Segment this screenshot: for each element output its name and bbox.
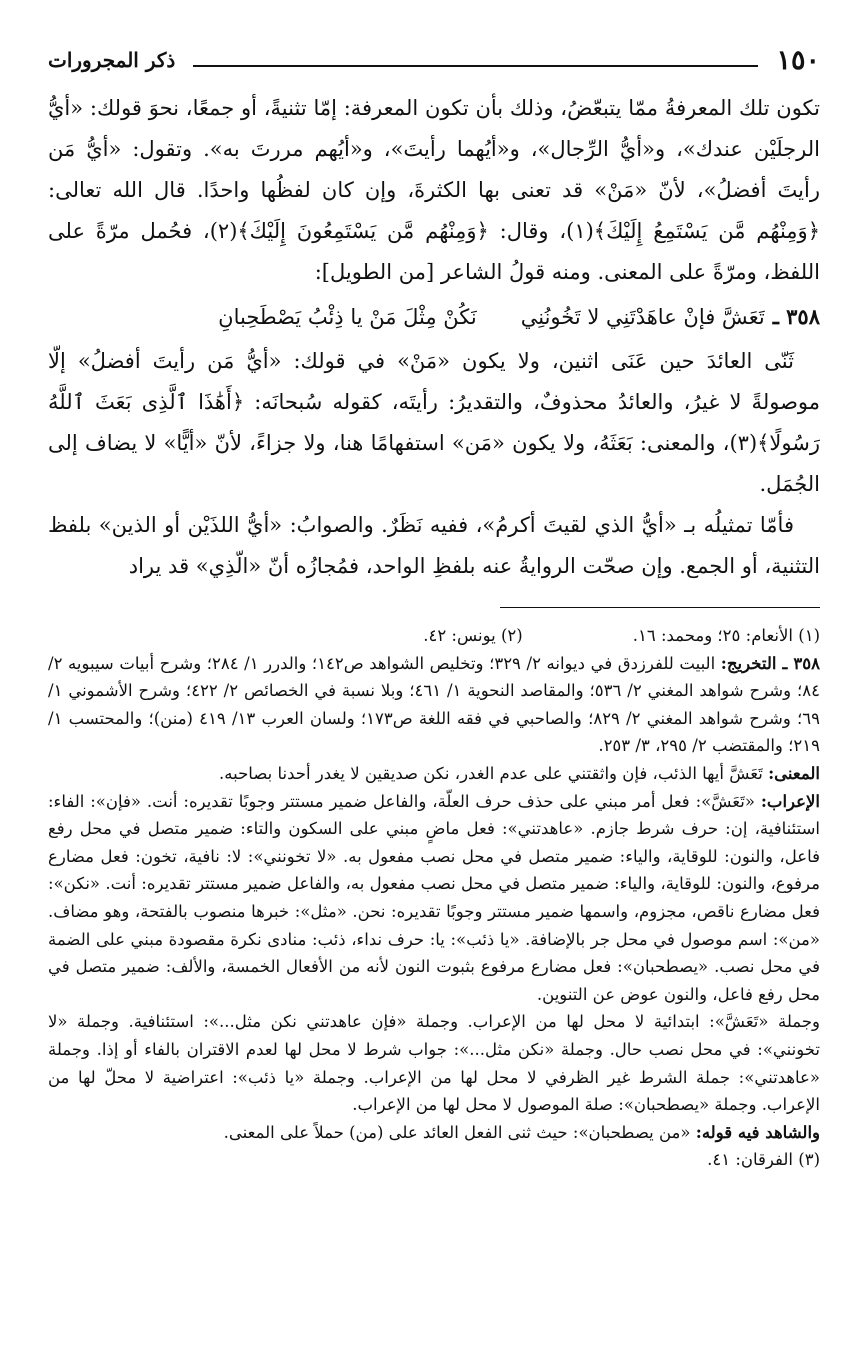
footnote-3: (٣) الفرقان: ٤١. bbox=[707, 1150, 820, 1170]
chapter-title: ذكر المجرورات bbox=[48, 48, 176, 72]
paragraph: فأمّا تمثيلُه بـ «أيُّ الذي لقيتَ أكرمُ»، ففيه نَظَرٌ. والصوابُ: «أيُّ اللذَيْن أو الذين» بلفظ التثنية، أو الجمع. وإن صحّت الروايةُ عنه بلفظِ الواحد، فمُجازُه أنّ «الّذِي» قد يراد bbox=[48, 513, 820, 578]
footnote-irab bbox=[48, 788, 820, 1009]
shahid-text: «من يصطحبان»: حيث ثنى الفعل العائد على (من) حملاً على المعنى. bbox=[223, 1122, 691, 1142]
footnote-separator bbox=[500, 607, 820, 608]
meaning-text: تَعَشَّ أيها الذئب، فإن واثقتني على عدم الغدر، نكن صديقين لا يغدر أحدنا بصاحبه. bbox=[219, 763, 763, 783]
footnote-meaning bbox=[48, 760, 820, 788]
main-text bbox=[48, 88, 820, 587]
page-header bbox=[48, 40, 820, 80]
page-number: ١٥٠ bbox=[776, 44, 820, 76]
footnote-shahid bbox=[48, 1119, 820, 1147]
footnotes bbox=[48, 622, 820, 1174]
header-rule bbox=[193, 65, 758, 67]
verse-second-hemistich: نَكُنْ مِثْلَ مَنْ يا ذِئْبُ يَصْطَحِبانِ bbox=[218, 305, 477, 329]
footnote-1: (١) الأنعام: ٢٥؛ ومحمد: ١٦. bbox=[632, 626, 820, 645]
meaning-label: المعنى: bbox=[768, 763, 820, 783]
paragraph: ثَنّى العائدَ حين عَنَى اثنين، ولا يكون «مَنْ» في قولك: «أيُّ مَن رأيتَ أفضلُ» إلّا موصولةً لا غيرُ، والعائدُ محذوفٌ، والتقديرُ: رأيتَه، كقوله سُبحانَه: ﴿أَهَٰذَا ٱلَّذِى بَعَثَ ٱللَّهُ رَسُولًا﴾(٣)، والمعنى: بَعَثَهُ، ولا يكون «مَن» استفهامًا هنا، ولا جزاءً، لأنّ «أيًّا» لا يضاف إلى الجُمَل. bbox=[48, 349, 820, 496]
footnote-2: (٢) يونس: ٤٢. bbox=[423, 626, 523, 645]
footnote-row bbox=[48, 622, 820, 650]
verse-first-hemistich: تَعَشَّ فإنْ عاهَدْتَنِي لا تَخُونُنِي bbox=[520, 305, 765, 329]
takhrij-label: ٣٥٨ ـ التخريج: bbox=[720, 653, 820, 673]
footnote-jumal: وجملة «تَعَشَّ»: ابتدائية لا محل لها من الإعراب. وجملة «فإن عاهدتني نكن مثل...»: استئنافية. وجملة «لا تخونني»: في محل نصب حال. وجملة «نكن مثل...»: جواب شرط لا محل لها لعدم الاقتران بالفاء أو إذا. وجملة «عاهدتني»: جملة الشرط غير الظرفي لا محل لها من الإعراب. وجملة «يا ذئب»: اعتراضية لا محلّ لها من الإعراب. وجملة «يصطحبان»: صلة الموصول لا محل لها من الإعراب. bbox=[48, 1012, 821, 1115]
shahid-label: والشاهد فيه قوله: bbox=[695, 1122, 820, 1142]
verse-number: ٣٥٨ ـ bbox=[772, 304, 820, 329]
irab-text: «تَعَشَّ»: فعل أمر مبني على حذف حرف العلّة، والفاعل ضمير مستتر وجوبًا تقديره: أنت. «فإن»: الفاء: استئنافية، إن: حرف شرط جازم. «عاهدتني»: فعل ماضٍ مبني على السكون والتاء: ضمير متصل في محل رفع فاعل، والنون: للوقاية، والياء: ضمير متصل في محل نصب مفعول به. «لا تخونني»: لا: نافية، تخون: فعل مضارع مرفوع، والنون: للوقاية، والياء: ضمير متصل في محل نصب مفعول به، والفاعل ضمير مستتر تقديره: أنت. «نكن»: فعل مضارع ناقص، مجزوم، واسمها ضمير مستتر وجوبًا تقديره: نحن. «مثل»: خبرها منصوب بالفتحة، وهو مضاف. «من»: اسم موصول في محل جر بالإضافة. «يا ذئب»: يا: حرف نداء، ذئب: منادى نكرة مقصودة مبني على الضمة في محل نصب. «يصطحبان»: فعل مضارع مرفوع بثبوت النون لأنه من الأفعال الخمسة، والألف: ضمير متصل في محل رفع فاعل، والنون عوض عن التنوين. bbox=[48, 791, 820, 1004]
footnote-takhrij bbox=[48, 650, 820, 760]
paragraph: تكون تلك المعرفةُ ممّا يتبعّضُ، وذلك بأن تكون المعرفة: إمّا تثنيةً، أو جمعًا، نحوَ قولك: «أيُّ الرجلَيْن عندك»، و«أيُّ الرِّجال»، و«أيُهما رأيتَ»، و«أيُهم مررتَ به». وتقول: «أيُّ مَن رأيتَ أفضلُ»، لأنّ «مَنْ» قد تعنى بها الكثرةَ، وإن كان لفظُها واحدًا. قال الله تعالى: ﴿وَمِنْهُم مَّن يَسْتَمِعُ إِلَيْكَ﴾(١)، وقال: ﴿وَمِنْهُم مَّن يَسْتَمِعُونَ إِلَيْكَ﴾(٢)، فحُمل مرّةً على اللفظ، ومرّةً على المعنى. ومنه قولُ الشاعر [من الطويل]: bbox=[48, 96, 820, 284]
poem-verse bbox=[48, 295, 820, 339]
takhrij-text: البيت للفرزدق في ديوانه ٢/ ٣٢٩؛ وتخليص الشواهد ص١٤٢؛ والدرر ١/ ٢٨٤؛ وشرح أبيات سيبويه ٢/ ٨٤؛ وشرح شواهد المغني ٢/ ٥٣٦؛ والمقاصد النحوية ١/ ٤٦١؛ وبلا نسبة في الخصائص ٢/ ٤٢٢؛ وشرح الأشموني ١/ ٦٩؛ وشرح شواهد المغني ٢/ ٨٢٩؛ والصاحبي في فقه اللغة ص١٧٣؛ ولسان العرب ١٣/ ٤١٩ (منن)؛ والمحتسب ١/ ٢١٩؛ والمقتضب ٢/ ٢٩٥، ٣/ ٢٥٣. bbox=[48, 653, 820, 756]
irab-label: الإعراب: bbox=[760, 791, 820, 811]
